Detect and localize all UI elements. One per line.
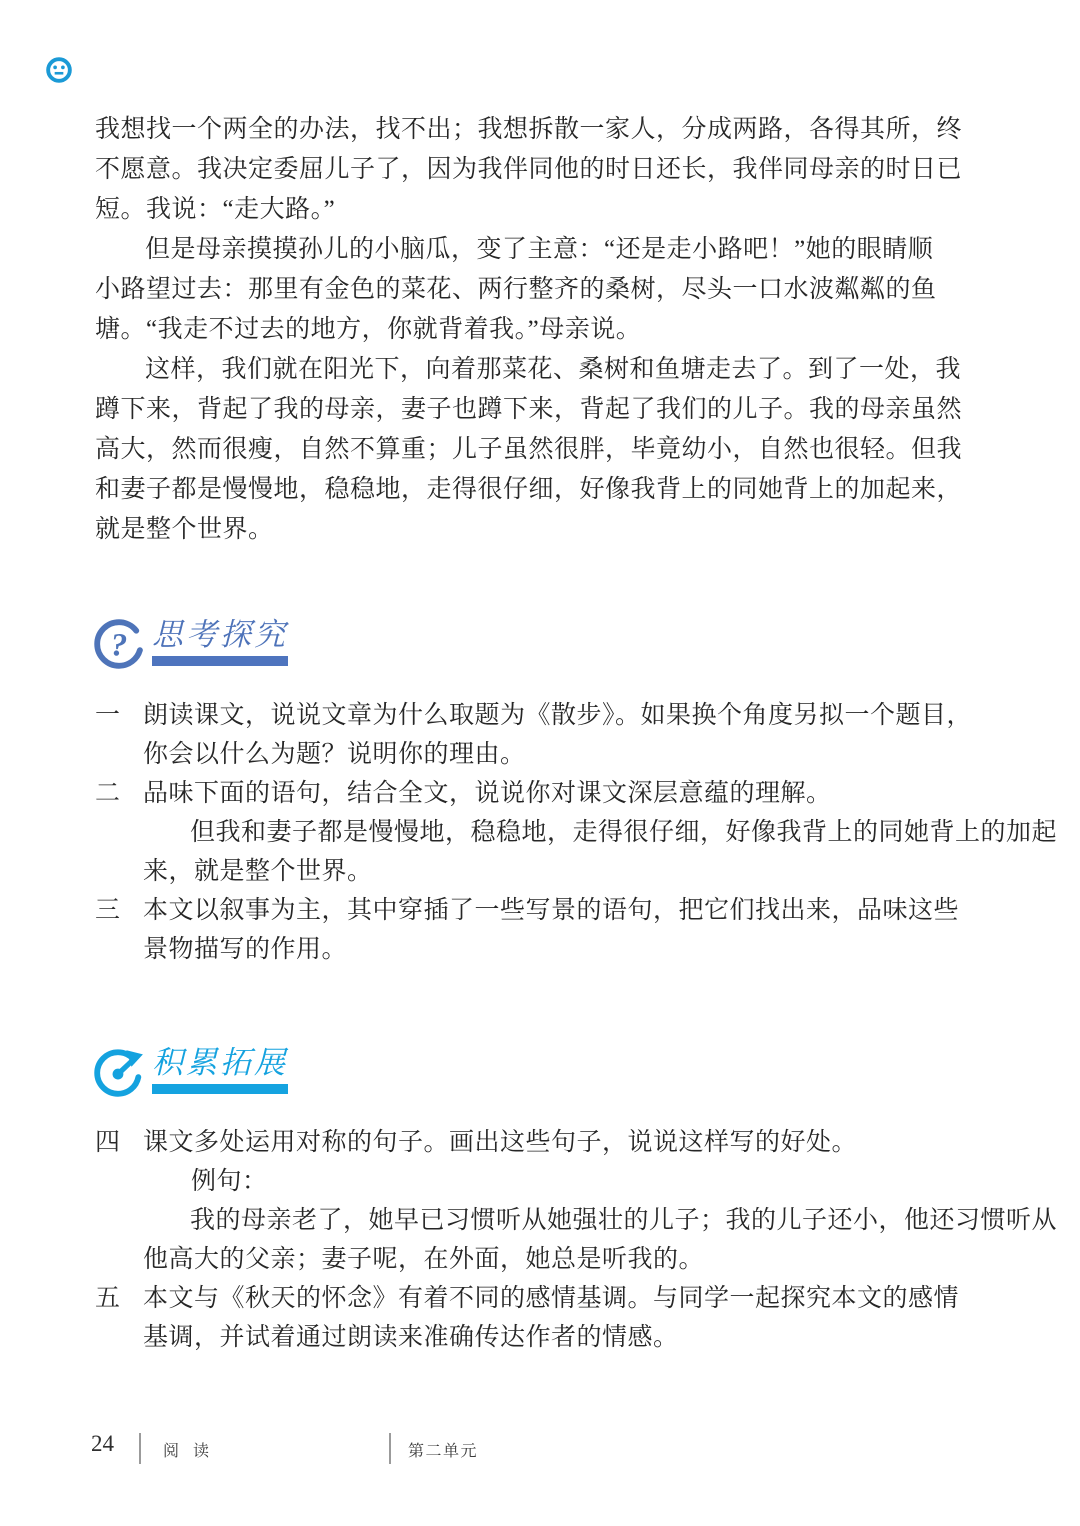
body-line: 这样，我们就在阳光下，向着那菜花、桑树和鱼塘走去了。到了一处，我 [145,356,962,383]
think-explore-header [92,617,288,671]
quote-line: 他高大的父亲；妻子呢，在外面，她总是听我的。 [143,1246,705,1273]
body-line: 但是母亲摸摸孙儿的小脑瓜，变了主意：“还是走小路吧！”她的眼睛顺 [145,236,934,263]
question-line: 三 本文以叙事为主，其中穿插了一些写景的语句，把它们找出来，品味这些 [143,891,983,930]
question-number: 五 [95,1285,121,1312]
body-line: 蹲下来，背起了我的母亲，妻子也蹲下来，背起了我们的儿子。我的母亲虽然 [95,396,963,423]
body-line: 小路望过去：那里有金色的菜花、两行整齐的桑树，尽头一口水波粼粼的鱼 [95,276,937,303]
quote-line: 但我和妻子都是慢慢地，稳稳地，走得很仔细，好像我背上的同她背上的加起 [190,819,1058,846]
section-underline [152,1084,288,1094]
section-underline [152,656,288,666]
question-number: 三 [95,897,121,924]
question-line: 你会以什么为题？说明你的理由。 [143,741,526,768]
example-label: 例句： [191,1168,268,1195]
question-line: 一 朗读课文，说说文章为什么取题为《散步》。如果换个角度另拟一个题目， [143,696,983,735]
question-number: 一 [95,702,121,729]
body-line: 和妻子都是慢慢地，稳稳地，走得很仔细，好像我背上的同她背上的加起来， [95,476,963,503]
lesson-body-text [95,110,970,550]
accumulate-expand-questions [95,1123,1058,1357]
body-line: 就是整个世界。 [95,516,274,543]
section-title: 积累拓展 [152,1045,288,1080]
question-line: 四 课文多处运用对称的句子。画出这些句子，说说这样写的好处。 [143,1123,983,1162]
question-number: 二 [95,780,121,807]
section-title: 思考探究 [152,617,288,652]
question-line: 五 本文与《秋天的怀念》有着不同的感情基调。与同学一起探究本文的感情 [143,1279,983,1318]
think-explore-questions [95,696,1058,969]
svg-text:?: ? [110,626,128,664]
circular-arrow-icon [92,1045,146,1099]
smiley-icon [46,57,72,83]
accumulate-expand-header [92,1045,288,1099]
question-line: 景物描写的作用。 [143,936,348,963]
question-number: 四 [95,1129,121,1156]
question-circle-icon [92,617,146,671]
body-line: 短。我说：“走大路。” [95,196,336,223]
footer-divider [139,1433,141,1464]
body-line: 高大，然而很瘦，自然不算重；儿子虽然很胖，毕竟幼小，自然也很轻。但我 [95,436,963,463]
body-line: 不愿意。我决定委屈儿子了，因为我伴同他的时日还长，我伴同母亲的时日已 [95,156,963,183]
question-line: 二 品味下面的语句，结合全文，说说你对课文深层意蕴的理解。 [143,774,983,813]
footer-section-label: 阅 读 [163,1443,215,1460]
body-line: 我想找一个两全的办法，找不出；我想拆散一家人，分成两路，各得其所，终 [95,116,963,143]
page-number: 24 [91,1431,114,1456]
footer-unit-label: 第二单元 [408,1443,479,1460]
body-line: 塘。“我走不过去的地方，你就背着我。”母亲说。 [95,316,642,343]
question-line: 基调，并试着通过朗读来准确传达作者的情感。 [143,1324,679,1351]
quote-line: 我的母亲老了，她早已习惯听从她强壮的儿子；我的儿子还小，他还习惯听从 [190,1207,1058,1234]
quote-line: 来，就是整个世界。 [143,858,373,885]
footer-divider [389,1433,391,1464]
